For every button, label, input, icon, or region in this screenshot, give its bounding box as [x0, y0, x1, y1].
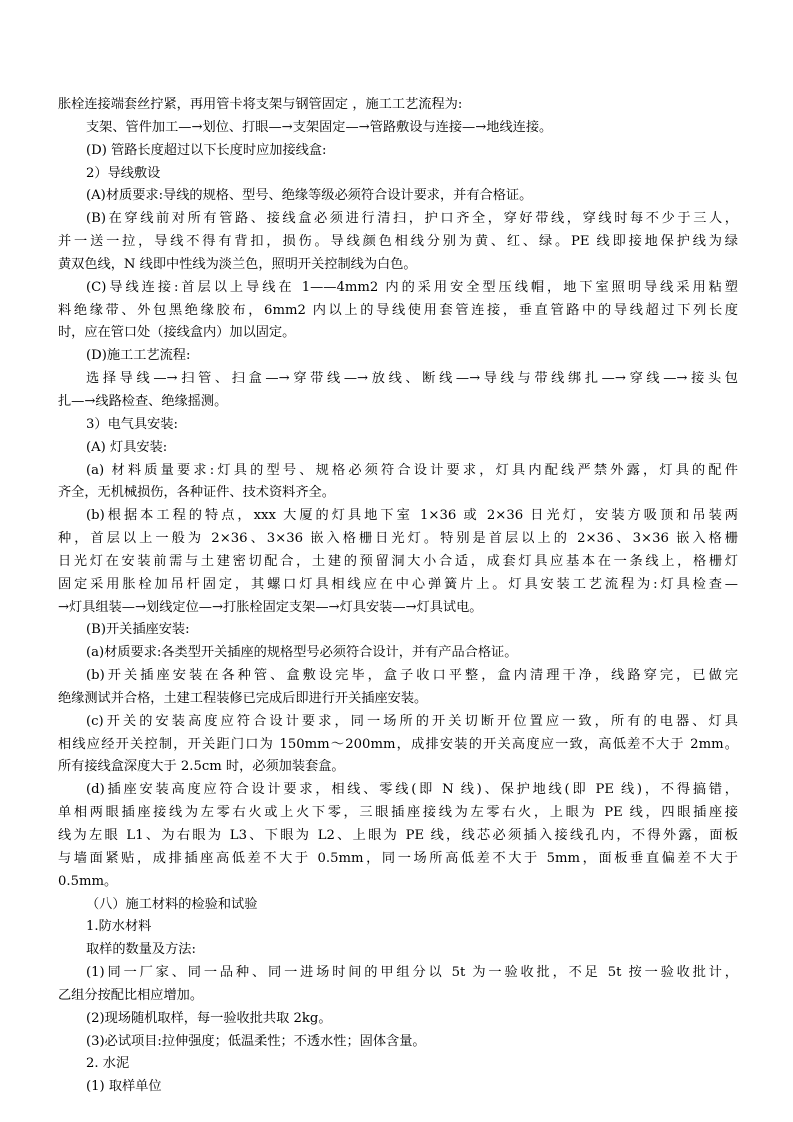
text-line: 黄双色线，N 线即中性线为淡兰色，照明开关控制线为白色。: [58, 256, 417, 272]
document-body: [58, 94, 738, 1099]
text-line: 胀栓连接端套丝拧紧，再用管卡将支架与钢管固定 ，施工工艺流程为:: [58, 97, 463, 112]
text-line: (B)在穿线前对所有管路、接线盒必须进行清扫，护口齐全，穿好带线，穿线时每不少于三人，: [86, 211, 738, 227]
text-line: 时，应在管口处（接线盒内）加以固定。: [58, 325, 296, 341]
section-heading: 2）导线敷设: [86, 165, 161, 181]
text-line: (b)开关插座安装在各种管、盒敷设完毕，盒子收口平整，盒内清理干净，线路穿完，已做完: [86, 668, 738, 684]
text-line: 乙组分按配比相应增加。: [58, 987, 204, 1003]
text-line: (D)施工工艺流程:: [86, 348, 191, 364]
text-line: (2)现场随机取样，每一验收批共取 2kg。: [86, 1010, 332, 1026]
text-line: 选择导线—→扫管、扫盒—→穿带线—→放线、断线—→导线与带线绑扎—→穿线—→接头包: [86, 371, 738, 387]
text-line: 0.5mm。: [58, 873, 118, 889]
text-line: 支架、管件加工—→划位、打眼—→支架固定—→管路敷设与连接—→地线连接。: [86, 119, 553, 135]
text-line: 所有接线盒深度大于 2.5cm 时，必须加装套盒。: [58, 759, 345, 775]
text-line: 相线应经开关控制，开关距门口为 150mm～200mm，成排安装的开关高度应一致，高低差不大于 2mm。: [58, 736, 738, 752]
text-line: →灯具组装—→划线定位—→打胀栓固定支架—→灯具安装—→灯具试电。: [58, 599, 483, 615]
text-line: 固定采用胀栓加吊杆固定，其螺口灯具相线应在中心弹簧片上。灯具安装工艺流程为:灯具检查—: [58, 576, 738, 592]
text-line: (A)材质要求:导线的规格、型号、绝缘等级必须符合设计要求，并有合格证。: [86, 188, 533, 204]
text-line: 种，首层以上一般为 2×36、3×36 嵌入格栅日光灯。特别是首层以上的 2×36、3×36 嵌入格栅: [58, 531, 738, 547]
text-line: 料绝缘带、外包黑绝缘胶布，6mm2 内以上的导线使用套管连接，垂直管路中的导线超过下列长度: [58, 302, 738, 318]
text-line: 取样的数量及方法:: [86, 942, 196, 958]
section-heading: （八）施工材料的检验和试验: [86, 896, 258, 912]
text-line: (a)材质要求:各类型开关插座的规格型号必须符合设计，并有产品合格证。: [86, 645, 518, 661]
text-line: 绝缘测试并合格，土建工程装修已完成后即进行开关插座安装。: [58, 690, 428, 706]
text-line: (a) 材料质量要求:灯具的型号、规格必须符合设计要求，灯具内配线严禁外露，灯具的配件: [86, 462, 738, 478]
text-line: (C)导线连接:首层以上导线在 1——4mm2 内的采用安全型压线帽，地下室照明导线采用粘塑: [86, 279, 738, 295]
text-line: (B)开关插座安装:: [86, 622, 190, 638]
text-line: 齐全，无机械损伤，各种证件、技术资料齐全。: [58, 485, 335, 501]
section-heading: 1.防水材料: [86, 919, 152, 935]
text-line: 线为左眼 L1、为右眼为 L3、下眼为 L2、上眼为 PE 线，线芯必须插入接线孔内，不得外露，面板: [58, 828, 738, 843]
text-line: (d)插座安装高度应符合设计要求，相线、零线(即 N 线)、保护地线(即 PE 线)，不得搞错，: [86, 782, 738, 798]
text-line: 单相两眼插座接线为左零右火或上火下零，三眼插座接线为左零右火，上眼为 PE 线，四眼插座接: [58, 805, 738, 821]
text-line: 并一送一拉，导线不得有背扣，损伤。导线颜色相线分别为黄、红、绿。PE 线即接地保护线为绿: [58, 234, 738, 250]
text-line: (3)必试项目:拉伸强度；低温柔性；不透水性；固体含量。: [86, 1033, 426, 1049]
text-line: 日光灯在安装前需与土建密切配合，土建的预留洞大小合适，成套灯具应基本在一条线上，格栅灯: [58, 553, 738, 569]
text-line: 扎—→线路检查、绝缘摇测。: [58, 393, 228, 409]
section-heading: 2. 水泥: [86, 1056, 130, 1072]
text-line: (1) 取样单位: [86, 1079, 162, 1095]
text-line: (1)同一厂家、同一品种、同一进场时间的甲组分以 5t 为一验收批，不足 5t 按一验收批计，: [86, 965, 738, 981]
text-line: (A) 灯具安装:: [86, 439, 168, 455]
text-line: (c)开关的安装高度应符合设计要求，同一场所的开关切断开位置应一致，所有的电器、灯具: [86, 713, 738, 729]
text-line: 与墙面紧贴，成排插座高低差不大于 0.5mm，同一场所高低差不大于 5mm，面板垂直偏差不大于: [58, 850, 738, 866]
section-heading: 3）电气具安装:: [86, 416, 178, 432]
text-line: (b)根据本工程的特点，xxx 大厦的灯具地下室 1×36 或 2×36 日光灯，安装方吸顶和吊装两: [86, 508, 738, 524]
text-line: (D) 管路长度超过以下长度时应加接线盒:: [86, 142, 327, 158]
